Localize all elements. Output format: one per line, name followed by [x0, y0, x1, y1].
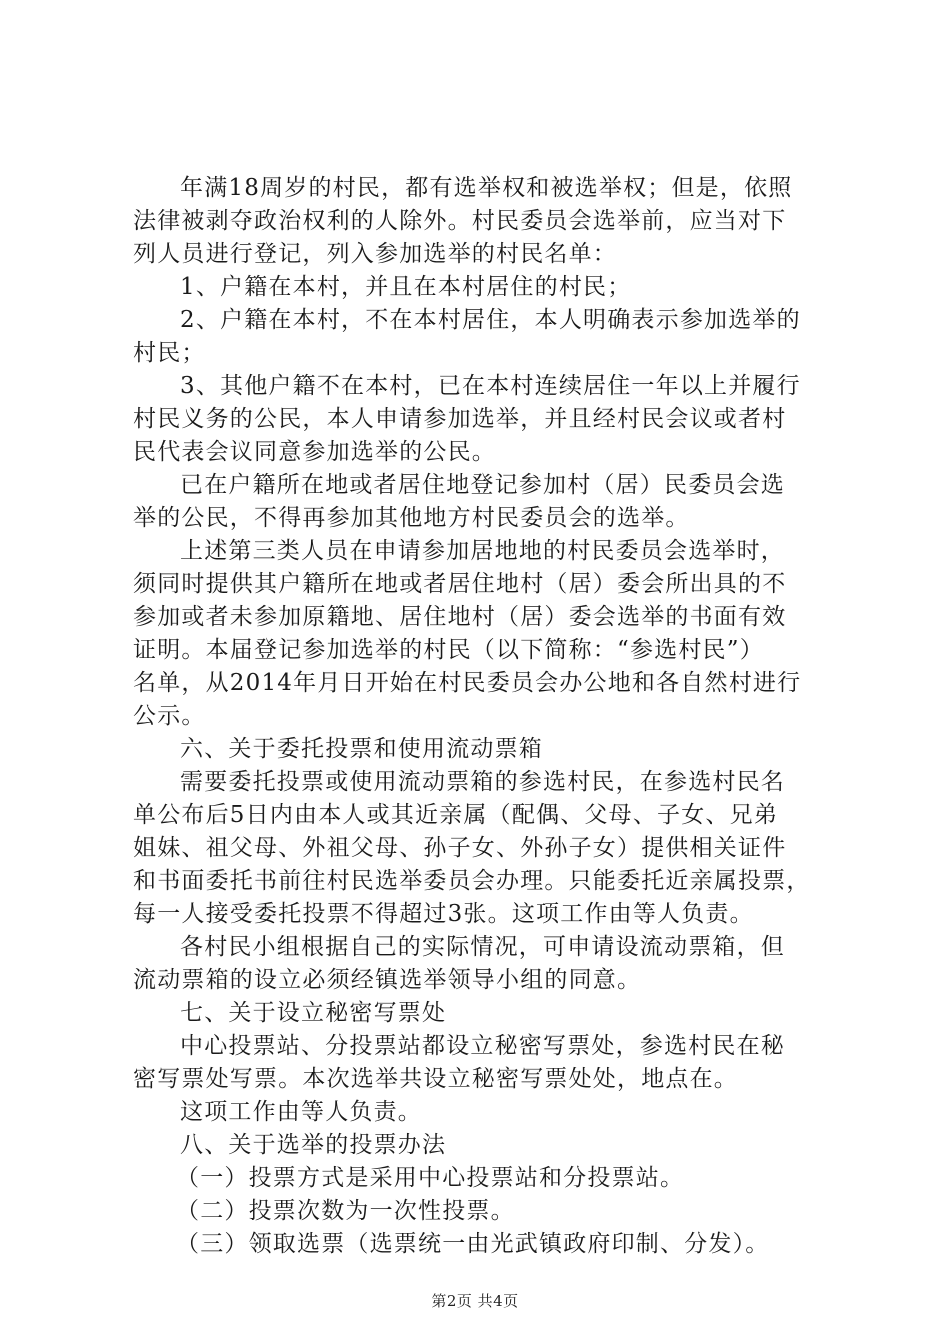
list-item: 3、其他户籍不在本村，已在本村连续居住一年以上并履行	[180, 373, 801, 399]
paragraph-line: 村民；	[133, 340, 206, 366]
paragraph-line: 须同时提供其户籍所在地或者居住地村（居）委会所出具的不	[133, 571, 787, 597]
paragraph-line: 单公布后5日内由本人或其近亲属（配偶、父母、子女、兄弟	[133, 802, 779, 828]
list-item: 1、户籍在本村，并且在本村居住的村民；	[180, 274, 632, 300]
paragraph-line: 参加或者未参加原籍地、居住地村（居）委会选举的书面有效	[133, 604, 787, 630]
list-item: 2、户籍在本村，不在本村居住，本人明确表示参加选举的	[180, 307, 801, 333]
paragraph-line: 各村民小组根据自己的实际情况，可申请设流动票箱，但	[180, 934, 785, 960]
paragraph-line: 流动票箱的设立必须经镇选举领导小组的同意。	[133, 967, 642, 993]
section-heading: 七、关于设立秘密写票处	[180, 1000, 447, 1026]
section-heading: 八、关于选举的投票办法	[180, 1132, 447, 1158]
paragraph-line: 名单，从2014年月日开始在村民委员会办公地和各自然村进行	[133, 670, 802, 696]
paragraph-line: 已在户籍所在地或者居住地登记参加村（居）民委员会选	[180, 472, 785, 498]
page-footer: 第2页 共4页	[431, 1292, 519, 1310]
paragraph-line: 需要委托投票或使用流动票箱的参选村民，在参选村民名	[180, 769, 785, 795]
paragraph-line: 姐妹、祖父母、外祖父母、孙子女、外孙子女）提供相关证件	[133, 835, 787, 861]
list-item: （二）投票次数为一次性投票。	[176, 1198, 515, 1224]
paragraph-line: 和书面委托书前往村民选举委员会办理。只能委托近亲属投票，	[133, 868, 811, 894]
list-item: （三）领取选票（选票统一由光武镇政府印制、分发）。	[176, 1231, 770, 1257]
paragraph-line: 公示。	[133, 703, 206, 729]
paragraph-line: 上述第三类人员在申请参加居地地的村民委员会选举时，	[180, 538, 785, 564]
paragraph-line: 列人员进行登记，列入参加选举的村民名单：	[133, 241, 617, 267]
paragraph-line: 这项工作由等人负责。	[180, 1099, 422, 1125]
paragraph-line: 法律被剥夺政治权利的人除外。村民委员会选举前，应当对下	[133, 208, 787, 234]
paragraph-line: 密写票处写票。本次选举共设立秘密写票处处，地点在。	[133, 1066, 738, 1092]
paragraph-line: 中心投票站、分投票站都设立秘密写票处，参选村民在秘	[180, 1033, 785, 1059]
section-heading: 六、关于委托投票和使用流动票箱	[180, 736, 543, 762]
paragraph-line: 举的公民，不得再参加其他地方村民委员会的选举。	[133, 505, 690, 531]
list-item: （一）投票方式是采用中心投票站和分投票站。	[176, 1165, 685, 1191]
paragraph-line: 证明。本届登记参加选举的村民（以下简称：“参选村民”）	[133, 637, 764, 663]
paragraph-line: 年满18周岁的村民，都有选举权和被选举权；但是，依照	[180, 175, 793, 201]
paragraph-line: 民代表会议同意参加选举的公民。	[133, 439, 496, 465]
paragraph-line: 村民义务的公民，本人申请参加选举，并且经村民会议或者村	[133, 406, 787, 432]
paragraph-line: 每一人接受委托投票不得超过3张。这项工作由等人负责。	[133, 901, 754, 927]
